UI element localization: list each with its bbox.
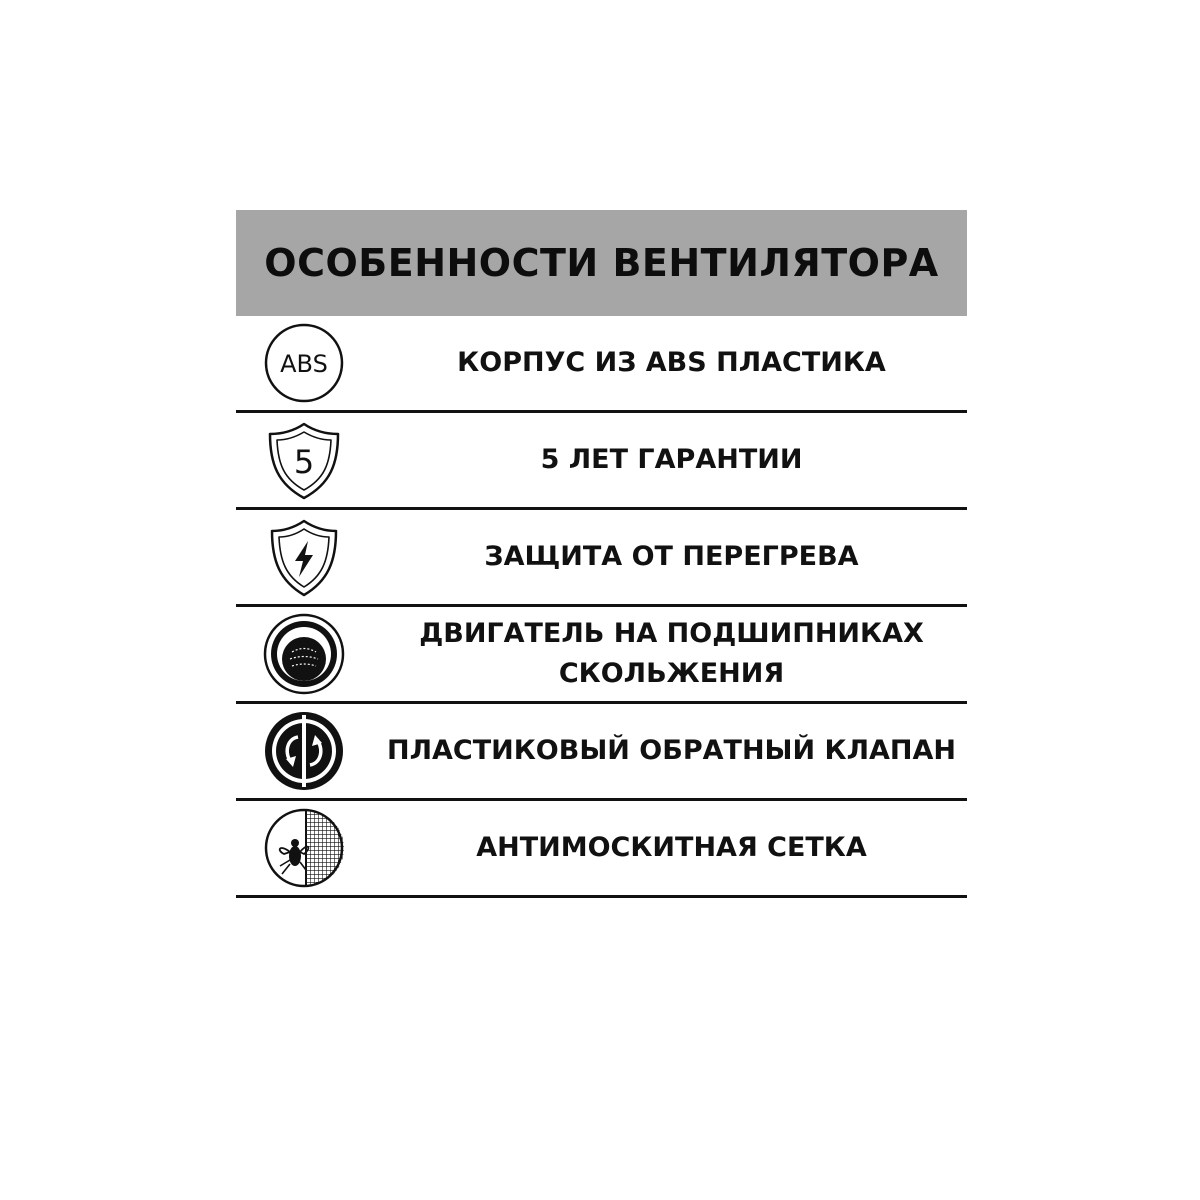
warranty-years-text: 5 xyxy=(293,443,315,481)
bearing-icon xyxy=(262,612,346,696)
page-title: ОСОБЕННОСТИ ВЕНТИЛЯТОРА xyxy=(264,241,939,285)
feature-label-line-1: ДВИГАТЕЛЬ НА ПОДШИПНИКАХ xyxy=(419,618,924,649)
lightning-shield-icon xyxy=(262,515,346,599)
feature-label xyxy=(376,614,967,694)
header-banner xyxy=(236,210,967,316)
abs-icon-text: ABS xyxy=(280,350,328,378)
feature-row-warranty xyxy=(236,413,967,510)
mosquito-net-icon xyxy=(262,806,346,890)
feature-label: 5 ЛЕТ ГАРАНТИИ xyxy=(540,444,803,475)
abs-icon xyxy=(262,321,346,405)
features-panel xyxy=(236,210,967,898)
feature-row-mosquito-net xyxy=(236,801,967,898)
feature-row-overheat xyxy=(236,510,967,607)
check-valve-icon xyxy=(262,709,346,793)
feature-label: ПЛАСТИКОВЫЙ ОБРАТНЫЙ КЛАПАН xyxy=(386,735,956,766)
feature-row-valve xyxy=(236,704,967,801)
feature-row-bearing xyxy=(236,607,967,704)
warranty-shield-icon xyxy=(262,418,346,502)
feature-label: АНТИМОСКИТНАЯ СЕТКА xyxy=(476,832,867,863)
feature-label: ЗАЩИТА ОТ ПЕРЕГРЕВА xyxy=(484,541,859,572)
feature-row-abs xyxy=(236,316,967,413)
feature-label: КОРПУС ИЗ ABS ПЛАСТИКА xyxy=(457,347,886,378)
feature-label-line-2: СКОЛЬЖЕНИЯ xyxy=(558,658,785,689)
